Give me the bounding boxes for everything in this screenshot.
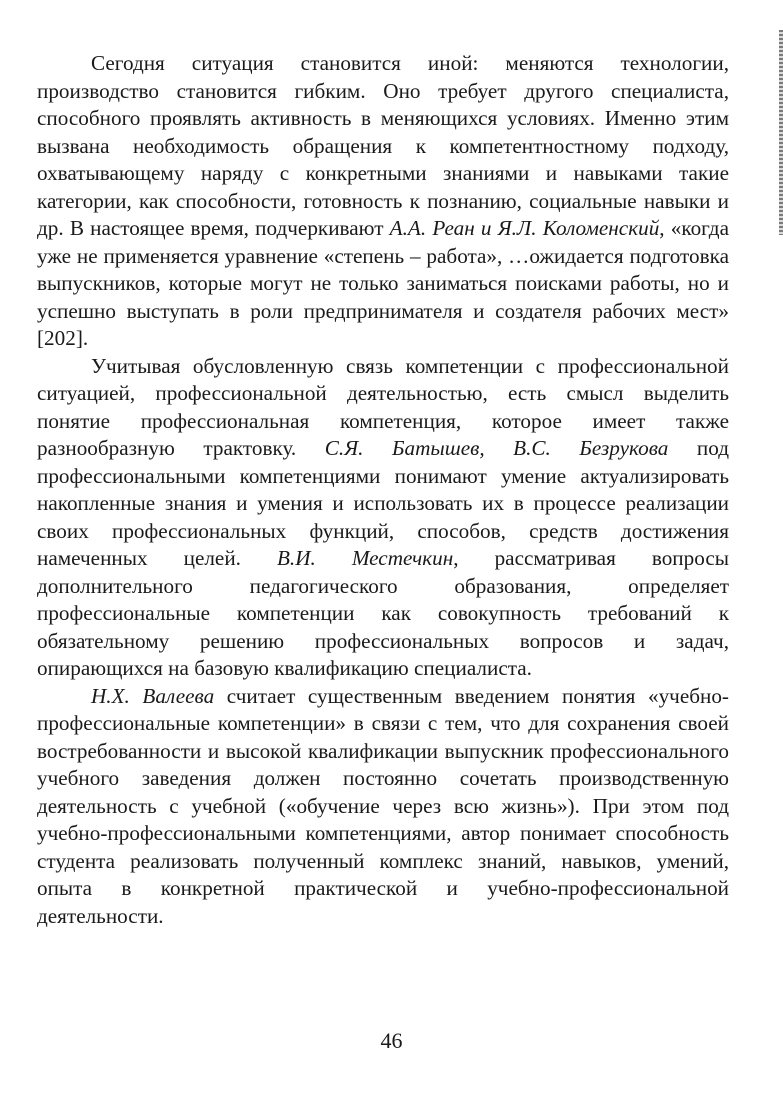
- paragraph-2: [37, 353, 729, 683]
- author-names-batyshev-bezrukova: С.Я. Батышев, В.С. Безрукова: [324, 436, 669, 460]
- paragraph-2-definition: под профессиональными компетенциями понимают умение актуализировать накопленные знания и умения и использовать их в процессе реализации своих профессиональных функций, способов, средств достижения намеченных целей.: [37, 436, 729, 570]
- paragraph-3: [37, 683, 729, 931]
- paragraph-2-mestechkin-text: , рассматривая вопросы дополнительного педагогического образования, определяет профессиональные компетенции как совокупность требований к обязательному решению профессиональных вопросов и задач, опирающихся на базовую квалификацию специалиста.: [37, 546, 729, 680]
- paragraph-2-text: Учитывая обусловленную связь компетенции с профессиональной ситуацией, профессиональной деятельностью, есть смысл выделить понятие профессиональная компетенция, которое имеет также разнообразную трактовку.: [37, 353, 729, 460]
- paragraph-1-text: Сегодня ситуация становится иной: меняются технологии, производство становится гибким. Оно требует другого специалиста, способного проявлять активность в меняющихся условиях. Именно этим вызвана необходимость обращения к компетентностному подходу, охватывающему наряду с конкретными знаниями и навыками такие категории, как способности, готовность к познанию, социальные навыки и др. В настоящее время, подчеркивают: [37, 51, 729, 240]
- paragraph-1: [37, 50, 729, 353]
- author-names-rean-kolomensky: А.А. Реан и Я.Л. Коломенский: [389, 216, 660, 240]
- page-body: [37, 50, 729, 930]
- author-name-mestechkin: В.И. Местечкин: [276, 546, 454, 570]
- scan-edge-mark: [779, 30, 783, 235]
- page-number: 46: [380, 1028, 403, 1053]
- author-name-valeeva: Н.Х. Валеева: [91, 683, 215, 708]
- paragraph-3-text: считает существенным введением понятия «учебно-профессиональные компетенции» в связи с тем, что для сохранения своей востребованности и высокой квалификации выпускник профессионального учебного заведения должен постоянно сочетать производственную деятельность с учебной («обучение через всю жизнь»). При этом под учебно-профессиональными компетенциями, автор понимает способность студента реализовать полученный комплекс знаний, навыков, умений, опыта в конкретной практической и учебно-профессиональной деятельности.: [37, 683, 729, 928]
- paragraph-1-quote: , «когда уже не применяется уравнение «степень – работа», …ожидается подготовка выпускников, которые могут не только заниматься поисками работы, но и успешно выступать в роли предпринимателя и создателя рабочих мест» [202].: [37, 216, 729, 350]
